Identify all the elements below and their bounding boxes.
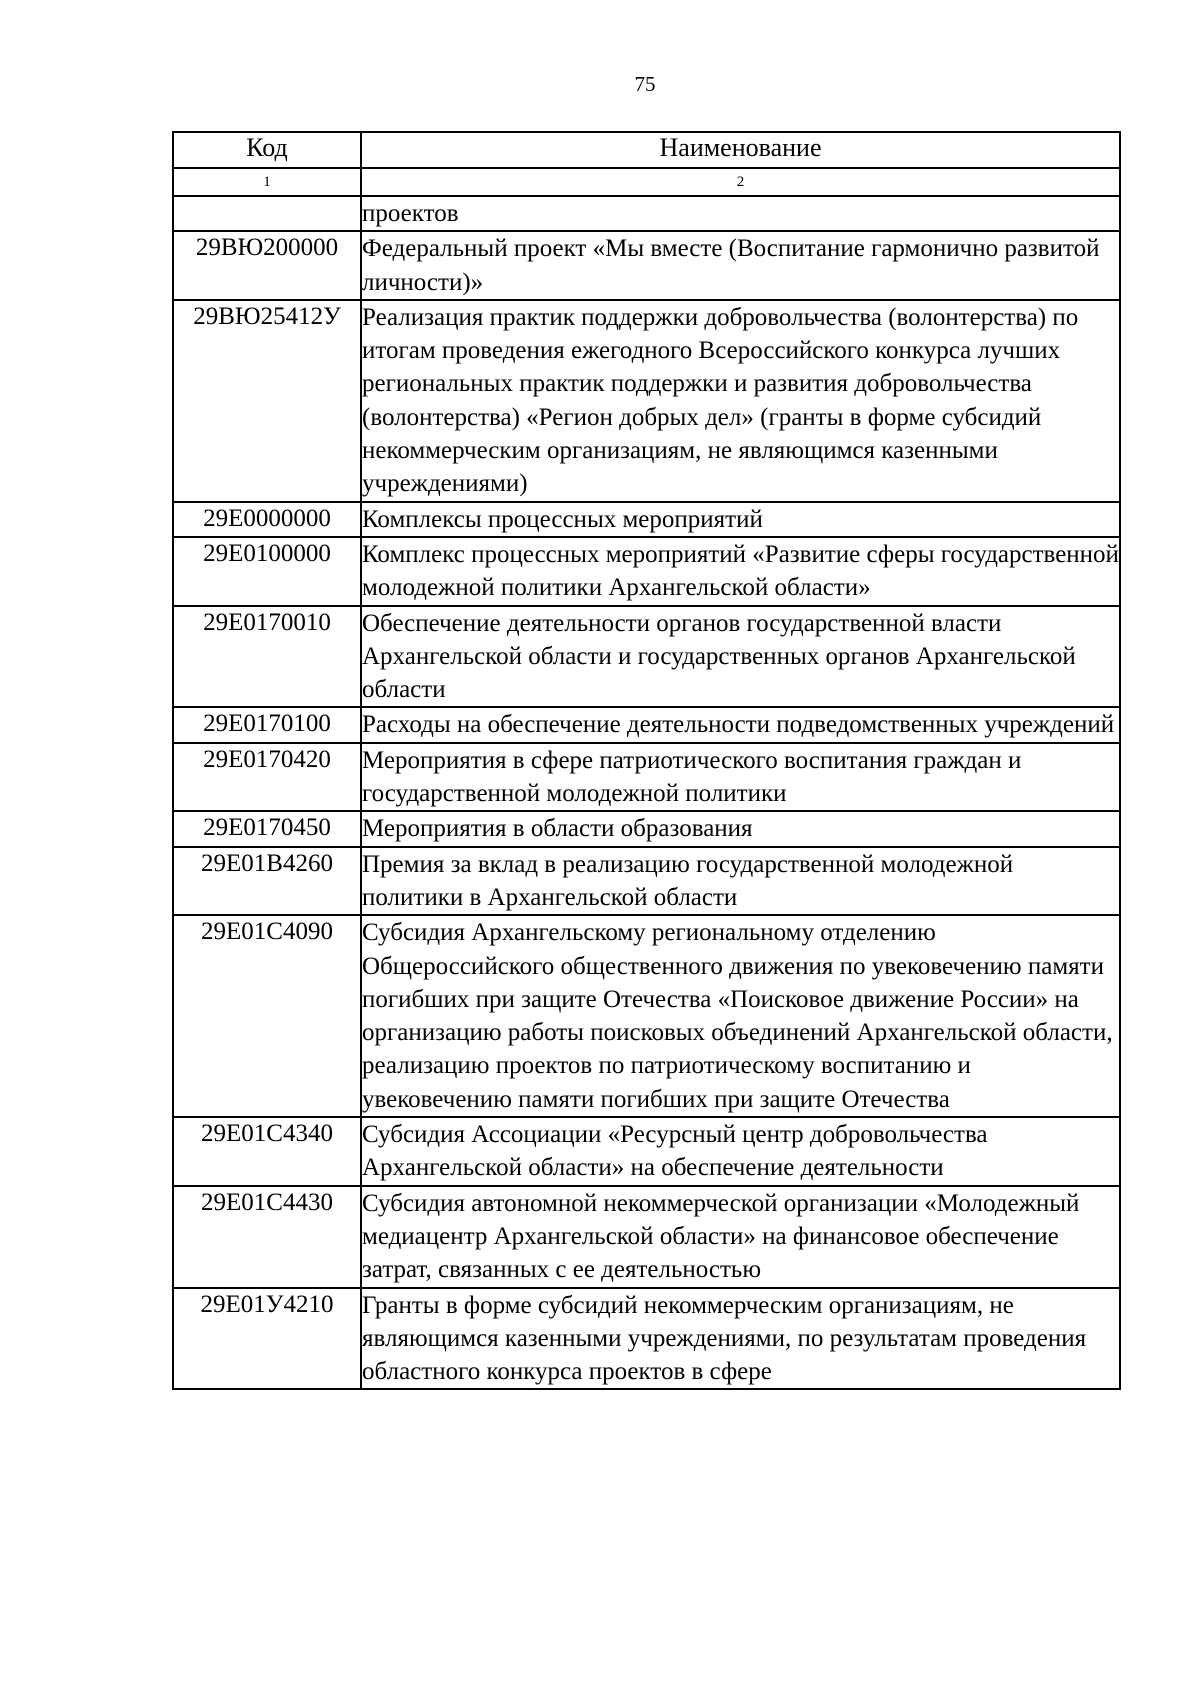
table-header-row: [173, 132, 1120, 168]
table-row: [173, 1288, 1120, 1390]
row-name: Обеспечение деятельности органов государственной власти Архангельской области и государственных органов Архангельской области: [361, 606, 1120, 708]
row-name: Федеральный проект «Мы вместе (Воспитание гармонично развитой личности)»: [361, 231, 1120, 300]
table-row: [173, 915, 1120, 1117]
table-row: [173, 300, 1120, 502]
row-name: Субсидия автономной некоммерческой организации «Молодежный медиацентр Архангельской области» на финансовое обеспечение затрат, связанных с ее деятельностью: [361, 1186, 1120, 1288]
row-name: проектов: [361, 196, 1120, 231]
table-row: [173, 537, 1120, 606]
table-row: [173, 743, 1120, 812]
row-name: Мероприятия в сфере патриотического воспитания граждан и государственной молодежной политики: [361, 743, 1120, 812]
column-number-code: 1: [173, 168, 361, 196]
row-name: Субсидия Ассоциации «Ресурсный центр добровольчества Архангельской области» на обеспечение деятельности: [361, 1117, 1120, 1186]
row-code: 29Е01С4340: [173, 1117, 361, 1186]
table-row: [173, 196, 1120, 231]
row-code: 29Е01С4090: [173, 915, 361, 1117]
column-header-code: Код: [173, 132, 361, 168]
row-name: Расходы на обеспечение деятельности подведомственных учреждений: [361, 707, 1120, 742]
table-row: [173, 1117, 1120, 1186]
row-code: 29Е0100000: [173, 537, 361, 606]
budget-code-table: [172, 131, 1121, 1390]
row-name: Реализация практик поддержки добровольчества (волонтерства) по итогам проведения ежегодного Всероссийского конкурса лучших региональных практик поддержки и развития добровольчества (волонтерства) «Регион добрых дел» (гранты в форме субсидий некоммерческим организациям, не являющимся казенными учреждениями): [361, 300, 1120, 502]
row-code: 29Е0170420: [173, 743, 361, 812]
row-code: 29Е01С4430: [173, 1186, 361, 1288]
table-row: [173, 502, 1120, 537]
row-name: Гранты в форме субсидий некоммерческим организациям, не являющимся казенными учреждениями, по результатам проведения областного конкурса проектов в сфере: [361, 1288, 1120, 1390]
table-row: [173, 1186, 1120, 1288]
table-row: [173, 231, 1120, 300]
table-row: [173, 811, 1120, 846]
table-row: [173, 707, 1120, 742]
table-row: [173, 847, 1120, 916]
page-number: 75: [634, 72, 656, 96]
table-row: [173, 606, 1120, 708]
row-code: 29Е0170100: [173, 707, 361, 742]
row-code: 29Е0170010: [173, 606, 361, 708]
row-name: Мероприятия в области образования: [361, 811, 1120, 846]
row-code: 29ВЮ200000: [173, 231, 361, 300]
row-name: Комплексы процессных мероприятий: [361, 502, 1120, 537]
row-name: Субсидия Архангельскому региональному отделению Общероссийского общественного движения по увековечению памяти погибших при защите Отечества «Поисковое движение России» на организацию работы поисковых объединений Архангельской области, реализацию проектов по патриотическому воспитанию и увековечению памяти погибших при защите Отечества: [361, 915, 1120, 1117]
row-name: Комплекс процессных мероприятий «Развитие сферы государственной молодежной политики Архангельской области»: [361, 537, 1120, 606]
row-code: 29ВЮ25412У: [173, 300, 361, 502]
row-code: 29Е0000000: [173, 502, 361, 537]
row-code: 29Е0170450: [173, 811, 361, 846]
column-number-name: 2: [361, 168, 1120, 196]
column-header-name: Наименование: [361, 132, 1120, 168]
row-code: 29Е01У4210: [173, 1288, 361, 1390]
row-code: [173, 196, 361, 231]
column-number-row: [173, 168, 1120, 196]
row-name: Премия за вклад в реализацию государственной молодежной политики в Архангельской области: [361, 847, 1120, 916]
row-code: 29Е01В4260: [173, 847, 361, 916]
